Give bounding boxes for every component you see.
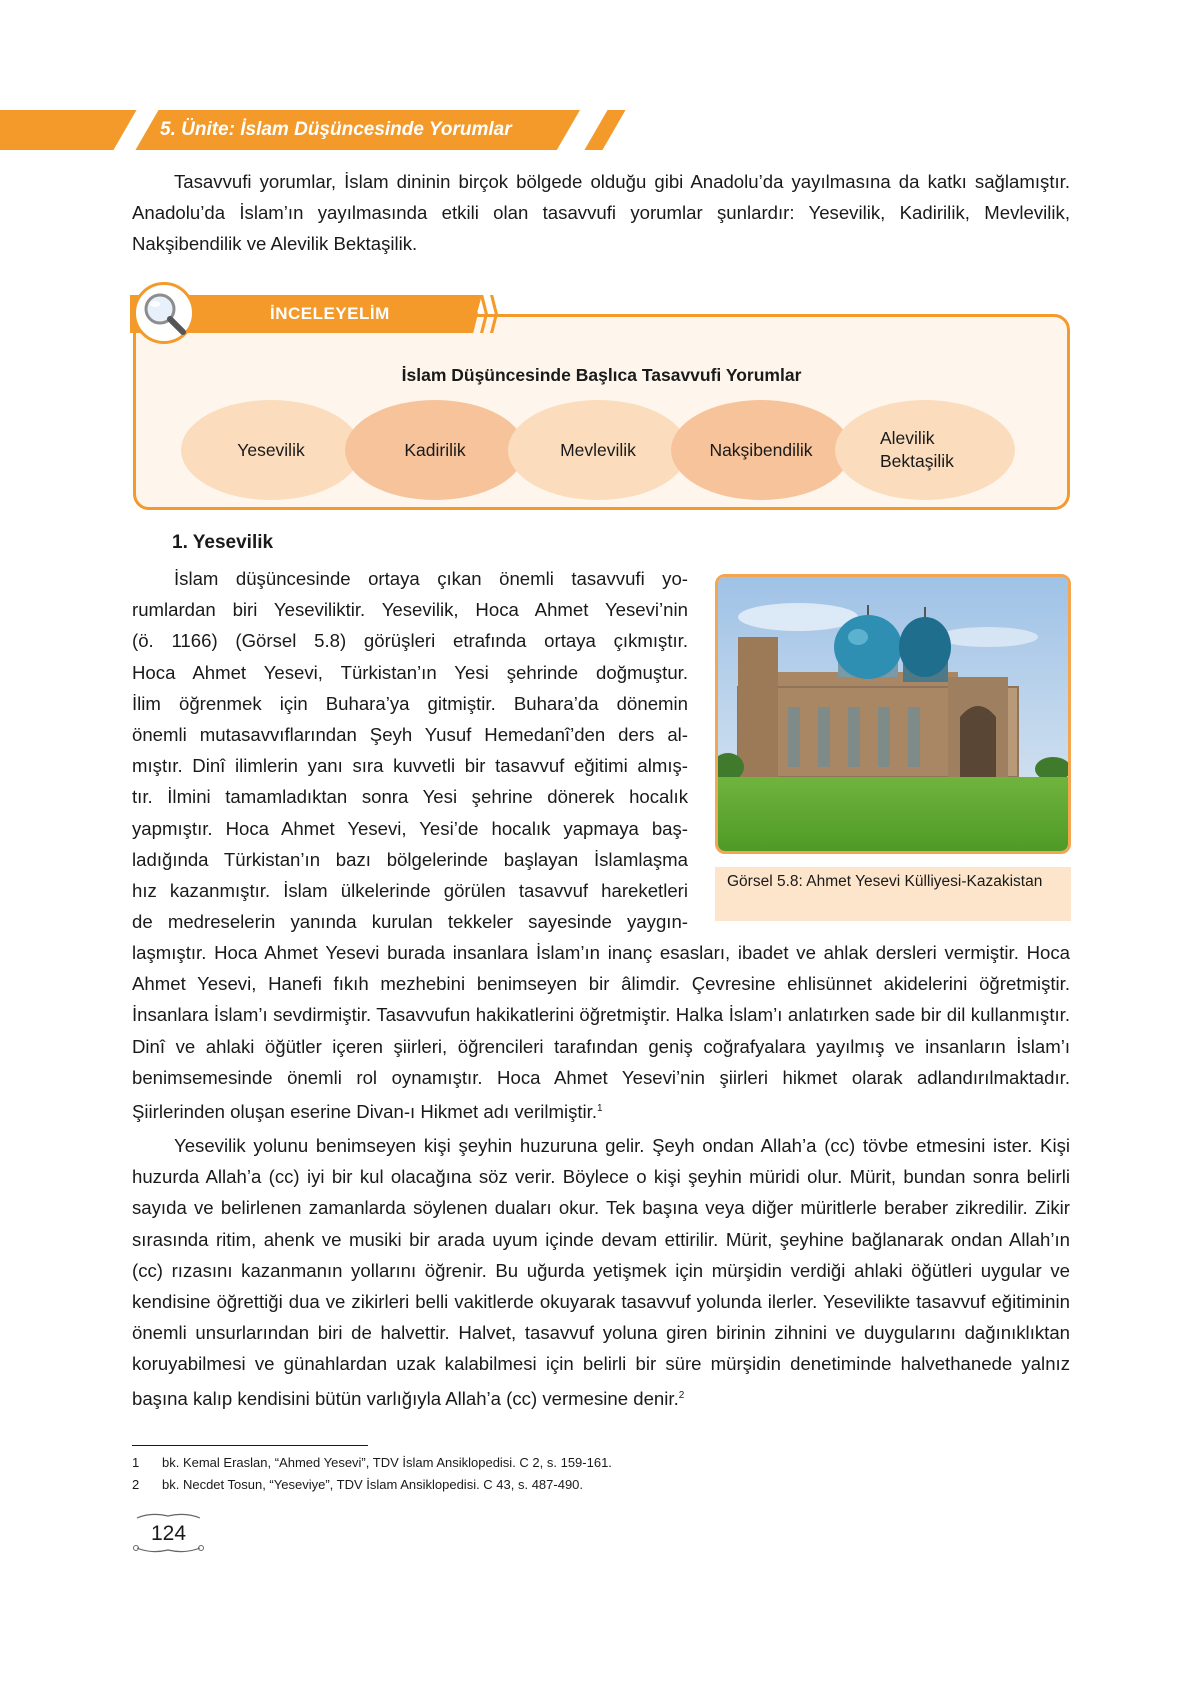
oval-item: Alevilik Bektaşilik: [835, 400, 1015, 500]
section-title: 1. Yesevilik: [172, 532, 274, 553]
footnote: 2 bk. Necdet Tosun, “Yeseviye”, TDV İslam Ansiklopedisi. C 43, s. 487-490.: [132, 1477, 584, 1492]
inceleyelim-label: İNCELEYELİM: [270, 304, 390, 323]
footnote: 1 bk. Kemal Eraslan, “Ahmed Yesevi”, TDV İslam Ansiklopedisi. C 2, s. 159-161.: [132, 1455, 612, 1470]
page-number: 124: [150, 1522, 187, 1545]
magnifier-icon: [136, 285, 192, 341]
unit-title: 5. Ünite: İslam Düşüncesinde Yorumlar: [160, 119, 512, 140]
figure-caption: Görsel 5.8: Ahmet Yesevi Külliyesi-Kazakistan: [715, 867, 1071, 921]
oval-item: Kadirilik: [345, 400, 525, 500]
mausoleum-illustration: [718, 577, 1068, 851]
oval-item: Mevlevilik: [508, 400, 688, 500]
wrapped-text: İslam düşüncesinde ortaya çıkan önemli tasavvufi yo- rumlardan biri Yeseviliktir. Yesevilik, Hoca Ahmet Yesevi’nin (ö. 1166) (Görsel 5.8) görüşleri etrafında ortaya çıkmıştır. Hoca Ahmet Yesevi, Türkistan’ın Yesi şehrinde doğmuştur. İlim öğrenmek için Buhara’ya gitmiştir. Buhara’da dönemin önemli mutasavvıflarından Şeyh Yusuf Hemedanî’den ders al- mıştır. Dinî ilimlerin yanı sıra kuvvetli bir tasavvuf eğitimi almış- tır. İlmini tamamladıktan sonra Yesi şehrine dönerek hocalık yapmıştır. Hoca Ahmet Yesevi, Yesi’de hocalık yapmaya baş- ladığında Türkistan’ın bazı bölgelerinde başlayan İslamlaşma hız kazanmıştır. İslam ülkelerinde görülen tasavvuf hareketleri de medreselerin yanında kurulan tekkeler sayesinde yaygın-: [132, 568, 688, 933]
mausoleum-photo: [715, 574, 1071, 854]
footnote-divider: [132, 1445, 368, 1446]
oval-item: Yesevilik: [181, 400, 361, 500]
intro-paragraph: Tasavvufi yorumlar, İslam dininin birçok bölgede olduğu gibi Anadolu’da yayılmasına da katkı sağlamıştır. Anadolu’da İslam’ın yayılmasında etkili olan tasavvufi yorumlar şunlardır: Yesevilik, Kadirilik, Mevlevilik, Nakşibendilik ve Alevilik Bektaşilik.: [132, 171, 1070, 255]
continuation-paragraph: laşmıştır. Hoca Ahmet Yesevi burada insanlara İslam’ın inanç esasları, ibadet ve ahlak dersleri vermiştir. Hoca Ahmet Yesevi, Hanefi fıkıh mezhebini benimseyen bir âlimdir. Çevresine ehlisünnet akidelerini öğretmiştir. İnsanlara İslam’ı sevdirmiştir. Tasavvufun hakikatlerini öğretmiştir. Halka İslam’ı anlatırken sade bir dil kullanmıştır. Dinî ve ahlaki öğütler içeren şiirleri, öğrencileri tarafından geniş coğrafyalara yayılmış ve insanların İslam’ı benimsemesinde önemli rol oynamıştır. Hoca Ahmet Yesevi’nin şiirleri hikmet olarak adlandırılmaktadır. Şiirlerinden oluşan eserine Divan-ı Hikmet adı verilmiştir.$^1$: [132, 942, 1070, 1123]
banner-stripe: [584, 110, 625, 150]
paragraph-two: Yesevilik yolunu benimseyen kişi şeyhin huzuruna gelir. Şeyh ondan Allah’a (cc) tövbe etmesini ister. Kişi huzurda Allah’a (cc) iyi bir kul olacağına söz verir. Böylece o kişi şeyhin müridi olur. Mürit, bundan sonra belirli sayıda ve belirlenen zamanlarda söylenen duaları okur. Tek başına veya diğer müritlerle beraber zikredilir. Zikir sırasında ritim, ahenk ve musiki bir arada uyum içinde devam ettirilir. Mürit, şeyhine bağlanarak ondan Allah’ın (cc) rızasını kazanmanın yollarını öğrenir. Bu uğurda yetişmek için mürşidin verdiği ahlaki öğütleri uygular ve kendisine öğrettiği dua ve zikirleri belli vakitlerde okuyarak tasavvuf yolunda ilerler. Yesevilikte tasavvuf eğitiminin önemli unsurlarından biri de halvettir. Halvet, tasavvuf yoluna giren birinin zihnini ve duygularını dağınıklıktan koruyabilmesi ve günahlardan uzak kalabilmesi için belirli bir süre mürşidin denetiminde halvethanede yalnız başına kalıp kendisini bütün varlığıyla Allah’a (cc) vermesine denir.$^2$: [132, 1135, 1070, 1409]
oval-item: Nakşibendilik: [671, 400, 851, 500]
inceleyelim-heading: İslam Düşüncesinde Başlıca Tasavvufi Yorumlar: [401, 365, 802, 385]
magnifier-badge: [133, 282, 195, 344]
